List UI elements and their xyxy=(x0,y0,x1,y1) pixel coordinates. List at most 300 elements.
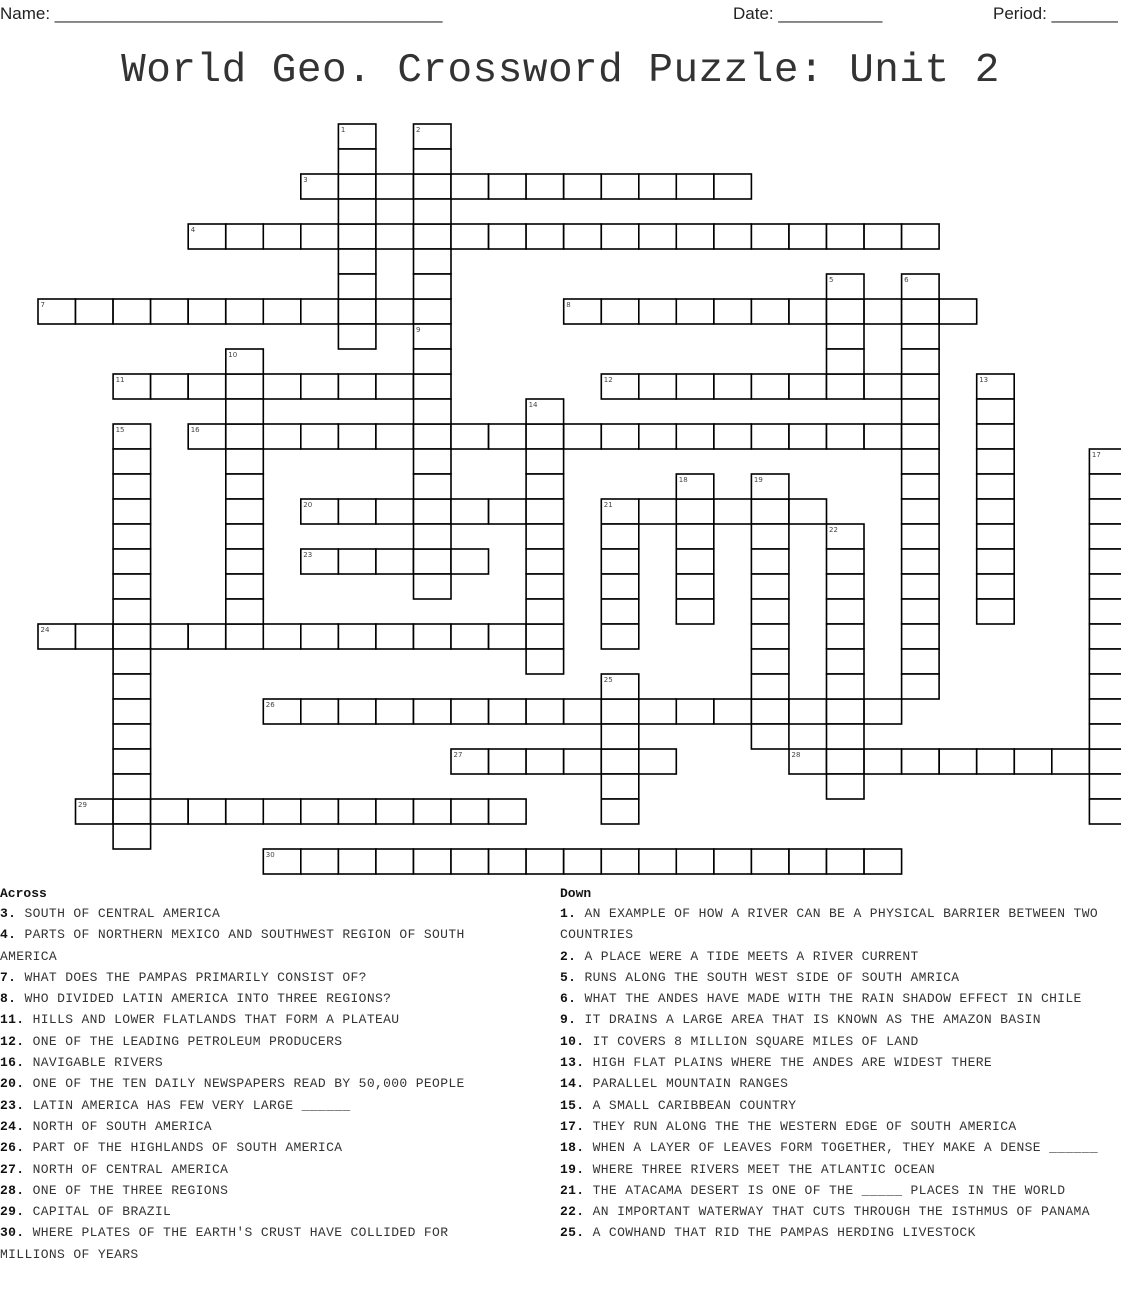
grid-cell[interactable] xyxy=(338,124,376,149)
grid-cell[interactable] xyxy=(751,649,789,674)
grid-cell[interactable] xyxy=(827,274,865,299)
grid-cell[interactable] xyxy=(676,599,714,624)
grid-cell[interactable] xyxy=(414,474,452,499)
grid-cell[interactable] xyxy=(489,499,526,524)
grid-cell[interactable] xyxy=(489,624,526,649)
grid-cell[interactable] xyxy=(564,749,602,774)
grid-cell[interactable] xyxy=(601,674,639,699)
grid-cell[interactable] xyxy=(226,624,263,649)
grid-cell[interactable] xyxy=(827,574,865,599)
grid-cell[interactable] xyxy=(226,349,263,374)
grid-cell[interactable] xyxy=(38,624,76,649)
grid-cell[interactable] xyxy=(151,299,189,324)
grid-cell[interactable] xyxy=(226,374,263,399)
grid-cell[interactable] xyxy=(977,549,1015,574)
grid-cell[interactable] xyxy=(338,499,376,524)
grid-cell[interactable] xyxy=(113,824,151,849)
grid-cell[interactable] xyxy=(526,599,564,624)
grid-cell[interactable] xyxy=(414,199,452,224)
grid-cell[interactable] xyxy=(827,324,865,349)
grid-cell[interactable] xyxy=(902,624,940,649)
grid-cell[interactable] xyxy=(451,849,489,874)
grid-cell[interactable] xyxy=(451,499,489,524)
grid-cell[interactable] xyxy=(226,499,263,524)
grid-cell[interactable] xyxy=(113,499,151,524)
grid-cell[interactable] xyxy=(977,424,1015,449)
grid-cell[interactable] xyxy=(376,224,414,249)
grid-cell[interactable] xyxy=(751,524,789,549)
grid-cell[interactable] xyxy=(639,174,677,199)
grid-cell[interactable] xyxy=(414,424,452,449)
grid-cell[interactable] xyxy=(751,224,789,249)
grid-cell[interactable] xyxy=(789,499,827,524)
grid-cell[interactable] xyxy=(526,549,564,574)
grid-cell[interactable] xyxy=(789,224,827,249)
grid-cell[interactable] xyxy=(751,574,789,599)
grid-cell[interactable] xyxy=(376,799,414,824)
grid-cell[interactable] xyxy=(113,299,151,324)
grid-cell[interactable] xyxy=(639,424,677,449)
grid-cell[interactable] xyxy=(526,624,564,649)
grid-cell[interactable] xyxy=(751,499,789,524)
grid-cell[interactable] xyxy=(1089,574,1121,599)
grid-cell[interactable] xyxy=(1089,599,1121,624)
grid-cell[interactable] xyxy=(902,599,940,624)
grid-cell[interactable] xyxy=(226,299,263,324)
grid-cell[interactable] xyxy=(639,749,677,774)
grid-cell[interactable] xyxy=(414,799,452,824)
grid-cell[interactable] xyxy=(414,374,452,399)
grid-cell[interactable] xyxy=(451,699,489,724)
grid-cell[interactable] xyxy=(601,724,639,749)
period-field[interactable]: Period: _______ xyxy=(993,4,1118,23)
grid-cell[interactable] xyxy=(902,274,940,299)
grid-cell[interactable] xyxy=(1089,799,1121,824)
grid-cell[interactable] xyxy=(1089,674,1121,699)
grid-cell[interactable] xyxy=(113,374,151,399)
grid-cell[interactable] xyxy=(451,224,489,249)
grid-cell[interactable] xyxy=(676,574,714,599)
grid-cell[interactable] xyxy=(751,424,789,449)
grid-cell[interactable] xyxy=(338,849,376,874)
grid-cell[interactable] xyxy=(338,324,376,349)
grid-cell[interactable] xyxy=(827,724,865,749)
grid-cell[interactable] xyxy=(113,424,151,449)
grid-cell[interactable] xyxy=(789,374,827,399)
grid-cell[interactable] xyxy=(1089,449,1121,474)
grid-cell[interactable] xyxy=(414,349,452,374)
grid-cell[interactable] xyxy=(676,424,714,449)
grid-cell[interactable] xyxy=(1052,749,1090,774)
grid-cell[interactable] xyxy=(639,374,677,399)
grid-cell[interactable] xyxy=(376,424,414,449)
grid-cell[interactable] xyxy=(414,574,452,599)
grid-cell[interactable] xyxy=(226,449,263,474)
grid-cell[interactable] xyxy=(151,374,189,399)
grid-cell[interactable] xyxy=(489,849,526,874)
grid-cell[interactable] xyxy=(113,549,151,574)
grid-cell[interactable] xyxy=(338,199,376,224)
grid-cell[interactable] xyxy=(526,699,564,724)
grid-cell[interactable] xyxy=(751,549,789,574)
grid-cell[interactable] xyxy=(1089,724,1121,749)
grid-cell[interactable] xyxy=(226,549,263,574)
grid-cell[interactable] xyxy=(376,174,414,199)
grid-cell[interactable] xyxy=(301,549,339,574)
grid-cell[interactable] xyxy=(751,674,789,699)
grid-cell[interactable] xyxy=(601,549,639,574)
grid-cell[interactable] xyxy=(151,624,189,649)
grid-cell[interactable] xyxy=(601,424,639,449)
grid-cell[interactable] xyxy=(902,549,940,574)
grid-cell[interactable] xyxy=(526,224,564,249)
grid-cell[interactable] xyxy=(414,274,452,299)
grid-cell[interactable] xyxy=(263,374,301,399)
grid-cell[interactable] xyxy=(827,774,865,799)
grid-cell[interactable] xyxy=(564,849,602,874)
grid-cell[interactable] xyxy=(489,699,526,724)
grid-cell[interactable] xyxy=(338,424,376,449)
grid-cell[interactable] xyxy=(414,224,452,249)
grid-cell[interactable] xyxy=(827,699,865,724)
grid-cell[interactable] xyxy=(789,749,827,774)
grid-cell[interactable] xyxy=(414,624,452,649)
grid-cell[interactable] xyxy=(714,174,752,199)
grid-cell[interactable] xyxy=(939,299,977,324)
grid-cell[interactable] xyxy=(414,524,452,549)
grid-cell[interactable] xyxy=(338,174,376,199)
grid-cell[interactable] xyxy=(263,699,301,724)
grid-cell[interactable] xyxy=(977,524,1015,549)
grid-cell[interactable] xyxy=(338,249,376,274)
grid-cell[interactable] xyxy=(977,474,1015,499)
grid-cell[interactable] xyxy=(902,374,940,399)
grid-cell[interactable] xyxy=(451,549,489,574)
grid-cell[interactable] xyxy=(827,649,865,674)
grid-cell[interactable] xyxy=(301,374,339,399)
grid-cell[interactable] xyxy=(526,574,564,599)
grid-cell[interactable] xyxy=(977,749,1015,774)
grid-cell[interactable] xyxy=(414,399,452,424)
grid-cell[interactable] xyxy=(714,224,752,249)
grid-cell[interactable] xyxy=(827,349,865,374)
grid-cell[interactable] xyxy=(751,474,789,499)
grid-cell[interactable] xyxy=(414,549,452,574)
grid-cell[interactable] xyxy=(1089,524,1121,549)
grid-cell[interactable] xyxy=(526,449,564,474)
grid-cell[interactable] xyxy=(338,274,376,299)
grid-cell[interactable] xyxy=(1014,749,1052,774)
grid-cell[interactable] xyxy=(188,224,226,249)
grid-cell[interactable] xyxy=(301,499,339,524)
grid-cell[interactable] xyxy=(902,399,940,424)
grid-cell[interactable] xyxy=(226,399,263,424)
grid-cell[interactable] xyxy=(977,499,1015,524)
grid-cell[interactable] xyxy=(338,549,376,574)
grid-cell[interactable] xyxy=(113,624,151,649)
grid-cell[interactable] xyxy=(526,499,564,524)
grid-cell[interactable] xyxy=(601,524,639,549)
grid-cell[interactable] xyxy=(639,499,677,524)
grid-cell[interactable] xyxy=(902,474,940,499)
grid-cell[interactable] xyxy=(301,624,339,649)
grid-cell[interactable] xyxy=(751,699,789,724)
grid-cell[interactable] xyxy=(414,699,452,724)
grid-cell[interactable] xyxy=(601,499,639,524)
grid-cell[interactable] xyxy=(714,499,752,524)
grid-cell[interactable] xyxy=(1089,499,1121,524)
grid-cell[interactable] xyxy=(113,474,151,499)
grid-cell[interactable] xyxy=(376,849,414,874)
grid-cell[interactable] xyxy=(376,374,414,399)
grid-cell[interactable] xyxy=(76,799,114,824)
grid-cell[interactable] xyxy=(902,349,940,374)
grid-cell[interactable] xyxy=(676,299,714,324)
grid-cell[interactable] xyxy=(902,299,940,324)
grid-cell[interactable] xyxy=(489,424,526,449)
grid-cell[interactable] xyxy=(789,299,827,324)
grid-cell[interactable] xyxy=(263,624,301,649)
grid-cell[interactable] xyxy=(751,849,789,874)
grid-cell[interactable] xyxy=(977,399,1015,424)
grid-cell[interactable] xyxy=(263,224,301,249)
grid-cell[interactable] xyxy=(376,624,414,649)
grid-cell[interactable] xyxy=(902,224,940,249)
grid-cell[interactable] xyxy=(113,449,151,474)
grid-cell[interactable] xyxy=(226,574,263,599)
grid-cell[interactable] xyxy=(827,299,865,324)
grid-cell[interactable] xyxy=(601,599,639,624)
grid-cell[interactable] xyxy=(414,499,452,524)
grid-cell[interactable] xyxy=(1089,749,1121,774)
grid-cell[interactable] xyxy=(489,749,526,774)
grid-cell[interactable] xyxy=(902,574,940,599)
grid-cell[interactable] xyxy=(301,849,339,874)
grid-cell[interactable] xyxy=(188,799,226,824)
grid-cell[interactable] xyxy=(489,224,526,249)
grid-cell[interactable] xyxy=(301,224,339,249)
grid-cell[interactable] xyxy=(226,424,263,449)
grid-cell[interactable] xyxy=(1089,699,1121,724)
grid-cell[interactable] xyxy=(751,374,789,399)
grid-cell[interactable] xyxy=(601,774,639,799)
grid-cell[interactable] xyxy=(864,374,902,399)
grid-cell[interactable] xyxy=(977,599,1015,624)
grid-cell[interactable] xyxy=(639,224,677,249)
grid-cell[interactable] xyxy=(414,324,452,349)
grid-cell[interactable] xyxy=(714,424,752,449)
grid-cell[interactable] xyxy=(564,699,602,724)
grid-cell[interactable] xyxy=(676,374,714,399)
grid-cell[interactable] xyxy=(1089,549,1121,574)
grid-cell[interactable] xyxy=(226,224,263,249)
grid-cell[interactable] xyxy=(864,424,902,449)
grid-cell[interactable] xyxy=(827,424,865,449)
grid-cell[interactable] xyxy=(113,749,151,774)
grid-cell[interactable] xyxy=(827,374,865,399)
grid-cell[interactable] xyxy=(902,749,940,774)
grid-cell[interactable] xyxy=(751,724,789,749)
grid-cell[interactable] xyxy=(38,299,76,324)
grid-cell[interactable] xyxy=(376,299,414,324)
grid-cell[interactable] xyxy=(714,699,752,724)
grid-cell[interactable] xyxy=(564,224,602,249)
grid-cell[interactable] xyxy=(451,174,489,199)
grid-cell[interactable] xyxy=(526,174,564,199)
grid-cell[interactable] xyxy=(601,574,639,599)
grid-cell[interactable] xyxy=(489,799,526,824)
grid-cell[interactable] xyxy=(263,799,301,824)
grid-cell[interactable] xyxy=(526,749,564,774)
grid-cell[interactable] xyxy=(639,299,677,324)
grid-cell[interactable] xyxy=(414,849,452,874)
grid-cell[interactable] xyxy=(188,424,226,449)
grid-cell[interactable] xyxy=(301,699,339,724)
grid-cell[interactable] xyxy=(714,849,752,874)
grid-cell[interactable] xyxy=(827,674,865,699)
date-field[interactable]: Date: ___________ xyxy=(733,4,883,23)
grid-cell[interactable] xyxy=(676,524,714,549)
grid-cell[interactable] xyxy=(601,224,639,249)
grid-cell[interactable] xyxy=(451,799,489,824)
grid-cell[interactable] xyxy=(301,799,339,824)
grid-cell[interactable] xyxy=(338,149,376,174)
name-field[interactable]: Name: _________________________________________ xyxy=(0,4,443,23)
grid-cell[interactable] xyxy=(113,699,151,724)
grid-cell[interactable] xyxy=(977,449,1015,474)
grid-cell[interactable] xyxy=(676,474,714,499)
grid-cell[interactable] xyxy=(263,424,301,449)
grid-cell[interactable] xyxy=(301,174,339,199)
grid-cell[interactable] xyxy=(188,299,226,324)
grid-cell[interactable] xyxy=(601,699,639,724)
grid-cell[interactable] xyxy=(751,624,789,649)
grid-cell[interactable] xyxy=(827,624,865,649)
grid-cell[interactable] xyxy=(113,799,151,824)
grid-cell[interactable] xyxy=(113,574,151,599)
grid-cell[interactable] xyxy=(939,749,977,774)
grid-cell[interactable] xyxy=(338,299,376,324)
grid-cell[interactable] xyxy=(226,524,263,549)
grid-cell[interactable] xyxy=(226,474,263,499)
grid-cell[interactable] xyxy=(601,799,639,824)
grid-cell[interactable] xyxy=(864,299,902,324)
grid-cell[interactable] xyxy=(977,374,1015,399)
grid-cell[interactable] xyxy=(676,849,714,874)
grid-cell[interactable] xyxy=(1089,624,1121,649)
grid-cell[interactable] xyxy=(526,524,564,549)
grid-cell[interactable] xyxy=(977,574,1015,599)
grid-cell[interactable] xyxy=(864,749,902,774)
grid-cell[interactable] xyxy=(226,599,263,624)
grid-cell[interactable] xyxy=(414,299,452,324)
grid-cell[interactable] xyxy=(902,324,940,349)
grid-cell[interactable] xyxy=(1089,649,1121,674)
grid-cell[interactable] xyxy=(113,649,151,674)
grid-cell[interactable] xyxy=(714,299,752,324)
grid-cell[interactable] xyxy=(301,424,339,449)
grid-cell[interactable] xyxy=(526,649,564,674)
grid-cell[interactable] xyxy=(451,749,489,774)
grid-cell[interactable] xyxy=(676,499,714,524)
grid-cell[interactable] xyxy=(263,299,301,324)
grid-cell[interactable] xyxy=(789,849,827,874)
grid-cell[interactable] xyxy=(188,624,226,649)
grid-cell[interactable] xyxy=(526,849,564,874)
grid-cell[interactable] xyxy=(338,224,376,249)
grid-cell[interactable] xyxy=(263,849,301,874)
grid-cell[interactable] xyxy=(676,549,714,574)
grid-cell[interactable] xyxy=(564,299,602,324)
grid-cell[interactable] xyxy=(601,624,639,649)
grid-cell[interactable] xyxy=(376,549,414,574)
grid-cell[interactable] xyxy=(902,649,940,674)
grid-cell[interactable] xyxy=(76,299,114,324)
grid-cell[interactable] xyxy=(113,599,151,624)
grid-cell[interactable] xyxy=(451,424,489,449)
grid-cell[interactable] xyxy=(639,699,677,724)
grid-cell[interactable] xyxy=(414,449,452,474)
grid-cell[interactable] xyxy=(751,299,789,324)
grid-cell[interactable] xyxy=(113,774,151,799)
grid-cell[interactable] xyxy=(451,624,489,649)
grid-cell[interactable] xyxy=(526,474,564,499)
grid-cell[interactable] xyxy=(76,624,114,649)
grid-cell[interactable] xyxy=(639,849,677,874)
grid-cell[interactable] xyxy=(864,849,902,874)
grid-cell[interactable] xyxy=(902,449,940,474)
grid-cell[interactable] xyxy=(827,549,865,574)
grid-cell[interactable] xyxy=(188,374,226,399)
grid-cell[interactable] xyxy=(414,149,452,174)
grid-cell[interactable] xyxy=(827,749,865,774)
grid-cell[interactable] xyxy=(301,299,339,324)
grid-cell[interactable] xyxy=(789,424,827,449)
grid-cell[interactable] xyxy=(376,699,414,724)
grid-cell[interactable] xyxy=(827,849,865,874)
grid-cell[interactable] xyxy=(864,699,902,724)
grid-cell[interactable] xyxy=(1089,774,1121,799)
grid-cell[interactable] xyxy=(414,124,452,149)
grid-cell[interactable] xyxy=(864,224,902,249)
grid-cell[interactable] xyxy=(902,674,940,699)
grid-cell[interactable] xyxy=(601,374,639,399)
grid-cell[interactable] xyxy=(564,424,602,449)
grid-cell[interactable] xyxy=(113,724,151,749)
grid-cell[interactable] xyxy=(414,249,452,274)
grid-cell[interactable] xyxy=(827,224,865,249)
grid-cell[interactable] xyxy=(827,599,865,624)
grid-cell[interactable] xyxy=(902,499,940,524)
grid-cell[interactable] xyxy=(338,699,376,724)
grid-cell[interactable] xyxy=(338,799,376,824)
grid-cell[interactable] xyxy=(526,424,564,449)
grid-cell[interactable] xyxy=(789,699,827,724)
grid-cell[interactable] xyxy=(714,374,752,399)
grid-cell[interactable] xyxy=(676,174,714,199)
grid-cell[interactable] xyxy=(676,699,714,724)
grid-cell[interactable] xyxy=(601,174,639,199)
grid-cell[interactable] xyxy=(564,174,602,199)
grid-cell[interactable] xyxy=(751,599,789,624)
grid-cell[interactable] xyxy=(676,224,714,249)
grid-cell[interactable] xyxy=(414,174,452,199)
grid-cell[interactable] xyxy=(113,674,151,699)
grid-cell[interactable] xyxy=(601,749,639,774)
grid-cell[interactable] xyxy=(338,374,376,399)
grid-cell[interactable] xyxy=(827,524,865,549)
grid-cell[interactable] xyxy=(489,174,526,199)
